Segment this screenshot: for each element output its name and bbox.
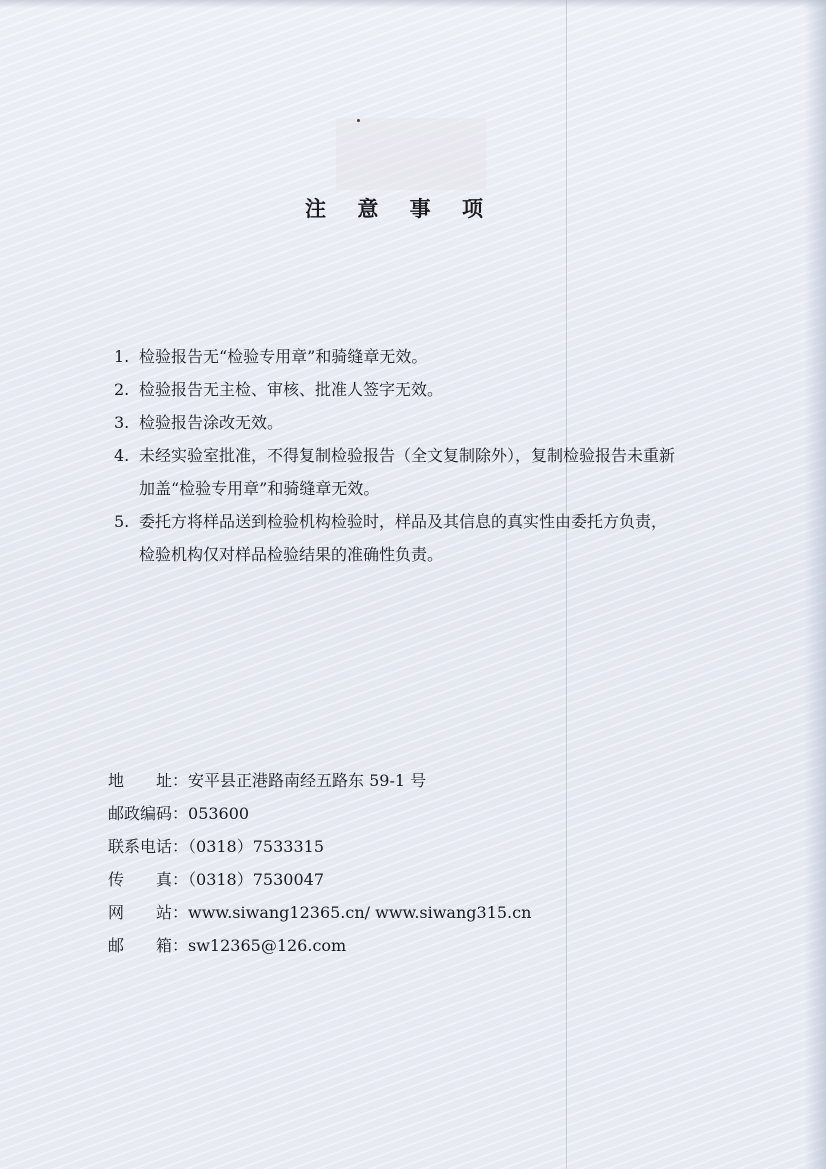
scan-top-shade [0, 0, 826, 8]
notice-text: 检验报告无“检验专用章”和骑缝章无效。 [139, 347, 428, 366]
notice-number: 5. [114, 512, 130, 531]
notice-text: 检验报告涂改无效。 [139, 413, 284, 432]
email-value: sw12365@126.com [188, 936, 347, 955]
notice-text: 未经实验室批准，不得复制检验报告（全文复制除外），复制检验报告未重新 [139, 446, 676, 465]
address-value: 安平县正港路南经五路东 59-1 号 [188, 771, 427, 790]
notice-text: 委托方将样品送到检验机构检验时，样品及其信息的真实性由委托方负责， [139, 512, 668, 531]
fax-value: （0318）7530047 [188, 870, 324, 889]
notice-text-continued: 检验机构仅对样品检验结果的准确性负责。 [139, 545, 444, 564]
website-label: 网 站： [108, 903, 189, 922]
notice-text-continued: 加盖“检验专用章”和骑缝章无效。 [139, 479, 380, 498]
fold-line [566, 0, 567, 1169]
phone-value: （0318）7533315 [188, 837, 324, 856]
ink-dot [357, 119, 360, 122]
notice-item-3 [114, 406, 675, 439]
postcode-label: 邮政编码： [108, 804, 189, 823]
email-row [108, 929, 531, 962]
notice-number: 4. [114, 446, 130, 465]
notice-number: 2. [114, 380, 130, 399]
page-edge-shadow [804, 0, 826, 1169]
notice-list [114, 340, 675, 571]
fax-label: 传 真： [108, 870, 189, 889]
notice-item-2 [114, 373, 675, 406]
page-title: 注 意 事 项 [305, 196, 495, 221]
notice-item-1 [114, 340, 675, 373]
notice-item-5 [114, 505, 675, 571]
phone-row [108, 830, 531, 863]
contact-info [108, 764, 531, 962]
address-row [108, 764, 531, 797]
notice-number: 3. [114, 413, 130, 432]
notice-text: 检验报告无主检、审核、批准人签字无效。 [139, 380, 444, 399]
postcode-value: 053600 [188, 804, 250, 823]
website-value: www.siwang12365.cn/ www.siwang315.cn [188, 903, 532, 922]
phone-label: 联系电话： [108, 837, 189, 856]
faded-stamp-mark [336, 118, 486, 190]
notice-item-4 [114, 439, 675, 505]
notice-number: 1. [114, 347, 130, 366]
postcode-row [108, 797, 531, 830]
website-row [108, 896, 531, 929]
address-label: 地 址： [108, 771, 189, 790]
fax-row [108, 863, 531, 896]
email-label: 邮 箱： [108, 936, 189, 955]
